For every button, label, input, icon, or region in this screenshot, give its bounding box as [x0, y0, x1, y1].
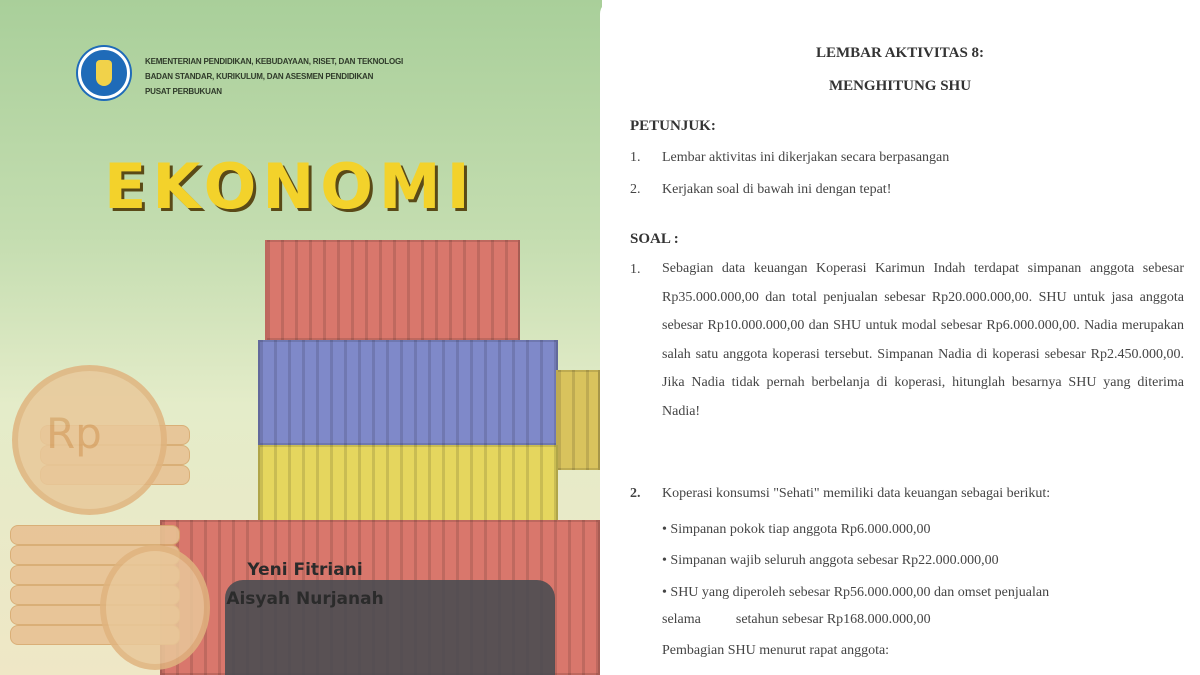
container-red-top — [265, 240, 520, 340]
ministry-line: KEMENTERIAN PENDIDIKAN, KEBUDAYAAN, RISET, DAN TEKNOLOGI — [145, 57, 404, 66]
question-number: 2. — [630, 486, 641, 501]
coin-icon — [12, 365, 167, 515]
item-text: Kerjakan soal di bawah ini dengan tepat! — [662, 182, 892, 197]
item-text: Lembar aktivitas ini dikerjakan secara berpasangan — [662, 150, 950, 165]
question-1-text: Sebagian data keuangan Koperasi Karimun Indah terdapat simpanan anggota sebesar Rp35.000.000,00 dan total penjualan sebesar Rp20.000.000,00. SHU untuk jasa anggota sebesar Rp10.000.000,00 dan SHU untuk modal sebesar Rp6.000.000,00. Nadia merupakan salah satu anggota koperasi tersebut. Simpanan Nadia di koperasi sebesar Rp2.450.000,00. Jika Nadia tidak pernah berbelanja di koperasi, hitunglah besarnya SHU yang diterima Nadia! — [662, 261, 1184, 419]
coin-label: Rp — [46, 409, 102, 458]
container-yellow — [258, 445, 558, 530]
questions-heading: SOAL : — [630, 231, 679, 247]
worksheet-page — [600, 0, 1200, 675]
container-yellow-right — [556, 370, 600, 470]
ministry-text — [145, 54, 403, 99]
bullet-item: • Simpanan wajib seluruh anggota sebesar Rp22.000.000,00 — [662, 553, 999, 568]
ministry-line: BADAN STANDAR, KURIKULUM, DAN ASESMEN PENDIDIKAN — [145, 72, 374, 81]
coin-icon — [100, 545, 210, 670]
book-title: EKONOMI — [104, 150, 476, 223]
question-2-note: Pembagian SHU menurut rapat anggota: — [662, 643, 890, 658]
bullet-item: • SHU yang diperoleh sebesar Rp56.000.000,00 dan omset penjualan — [662, 585, 1050, 600]
instructions-heading: PETUNJUK: — [630, 118, 716, 134]
ministry-line: PUSAT PERBUKUAN — [145, 87, 222, 96]
ministry-logo-icon — [78, 47, 130, 99]
item-number: 1. — [630, 150, 641, 165]
container-blue — [258, 340, 558, 445]
worksheet-subtitle: MENGHITUNG SHU — [828, 78, 972, 94]
coin-stack — [10, 525, 180, 545]
bullet-item-continued: selama setahun sebesar Rp168.000.000,00 — [662, 612, 931, 627]
question-2-text: Koperasi konsumsi "Sehati" memiliki data keuangan sebagai berikut: — [662, 486, 1051, 501]
worksheet-title: LEMBAR AKTIVITAS 8: — [815, 45, 985, 61]
author-name: Yeni Fitriani — [247, 560, 363, 580]
item-number: 2. — [630, 182, 641, 197]
authors — [200, 556, 410, 614]
author-name: Aisyah Nurjanah — [226, 589, 384, 609]
question-number: 1. — [630, 262, 641, 277]
bullet-item: • Simpanan pokok tiap anggota Rp6.000.000,00 — [662, 522, 931, 537]
